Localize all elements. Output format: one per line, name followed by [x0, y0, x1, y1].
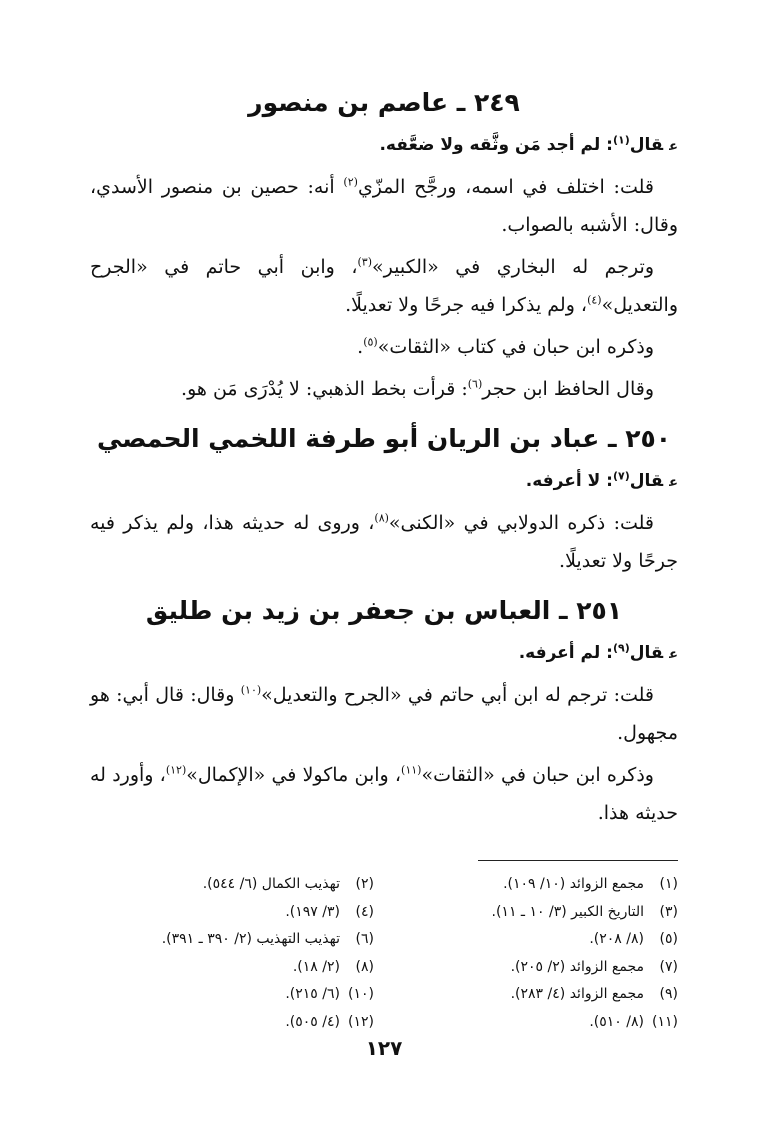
footnote: (٥)(٨/ ٢٠٨).	[589, 931, 678, 947]
paragraph: وذكره ابن حبان في «الثقات»$^{(١١)}$، وابن ماكولا في «الإكمال»$^{(١٢)}$، وأورد له حديثه هذا.	[90, 763, 678, 824]
footnote: (٧)مجمع الزوائد (٢/ ٢٠٥).	[510, 958, 678, 975]
footnote: (٨)(٢/ ١٨).	[292, 958, 374, 975]
footnote-ref[interactable]: (٩)	[612, 641, 630, 655]
paragraph: وقال الحافظ ابن حجر$^{(٦)}$: قرأت بخط الذهبي: لا يُدْرَى مَن هو.	[181, 377, 654, 400]
paragraph: قلت: ترجم له ابن أبي حاتم في «الجرح والتعديل»$^{(١٠)}$ وقال: قال أبي: هو مجهول.	[90, 683, 678, 744]
footnote: (٦)تهذيب التهذيب (٢/ ٣٩٠ ـ ٣٩١).	[161, 931, 374, 947]
footnote-ref[interactable]: (٣)	[357, 255, 372, 269]
footnote: (٩)مجمع الزوائد (٤/ ٢٨٣).	[510, 986, 678, 1002]
footnote: (١١)(٨/ ٥١٠).	[589, 1013, 678, 1030]
qal-line: عقال$^{(١)}$: لم أجد مَن وثَّقه ولا ضعَّفه.	[379, 133, 678, 155]
footnote: (٣)التاريخ الكبير (٣/ ١٠ ـ ١١).	[491, 903, 678, 920]
entry-title: ٢٥١ ـ العباس بن جعفر بن زيد بن طليق	[145, 596, 623, 625]
source-marker: ع	[669, 139, 678, 154]
footnote-ref[interactable]: (٧)	[612, 469, 630, 483]
footnote-ref[interactable]: (١)	[612, 133, 630, 147]
paragraph: وذكره ابن حبان في كتاب «الثقات»$^{(٥)}$.	[357, 335, 654, 358]
source-marker: ع	[669, 475, 678, 490]
entry-title: ٢٥٠ ـ عباد بن الريان أبو طرفة اللخمي الحمصي	[96, 424, 672, 453]
footnote-ref[interactable]: (٢)	[343, 175, 358, 189]
footnotes	[90, 871, 678, 1036]
paragraph: قلت: اختلف في اسمه، ورجَّح المزّي$^{(٢)}$ أنه: حصين بن منصور الأسدي، وقال: الأشبه بالصواب.	[90, 175, 678, 236]
footnote: (١)مجمع الزوائد (١٠/ ١٠٩).	[503, 876, 678, 892]
footnote: (٢)تهذيب الكمال (٦/ ٥٤٤).	[202, 876, 374, 892]
entry-250	[90, 422, 678, 580]
source-marker: ع	[669, 647, 678, 662]
footnote: (٤)(٣/ ١٩٧).	[285, 903, 374, 920]
paragraph: قلت: ذكره الدولابي في «الكنى»$^{(٨)}$، وروى له حديثه هذا، ولم يذكر فيه جرحًا ولا تعديلًا.	[90, 511, 678, 572]
footnote: (١٢)(٤/ ٥٠٥).	[285, 1013, 374, 1030]
footnote: (١٠)(٦/ ٢١٥).	[285, 986, 374, 1002]
qal-line: عقال$^{(٧)}$: لا أعرفه.	[525, 469, 678, 491]
page-number: ١٢٧	[365, 1036, 403, 1060]
footnote-ref[interactable]: (١١)	[401, 763, 422, 777]
footnote-ref[interactable]: (٦)	[467, 377, 483, 391]
footnote-ref[interactable]: (٤)	[587, 293, 602, 307]
entry-251	[90, 594, 678, 832]
footnote-separator	[478, 860, 678, 861]
footnote-ref[interactable]: (١٢)	[165, 763, 187, 777]
footnote-ref[interactable]: (١٠)	[240, 683, 262, 697]
entry-249	[90, 86, 678, 408]
footnote-ref[interactable]: (٥)	[363, 335, 378, 349]
entry-title: ٢٤٩ ـ عاصم بن منصور	[248, 88, 520, 117]
paragraph: وترجم له البخاري في «الكبير»$^{(٣)}$، وابن أبي حاتم في «الجرح والتعديل»$^{(٤)}$، ولم يذكرا فيه جرحًا ولا تعديلًا.	[90, 255, 678, 316]
footnote-ref[interactable]: (٨)	[374, 511, 389, 525]
qal-line: عقال$^{(٩)}$: لم أعرفه.	[518, 641, 678, 663]
